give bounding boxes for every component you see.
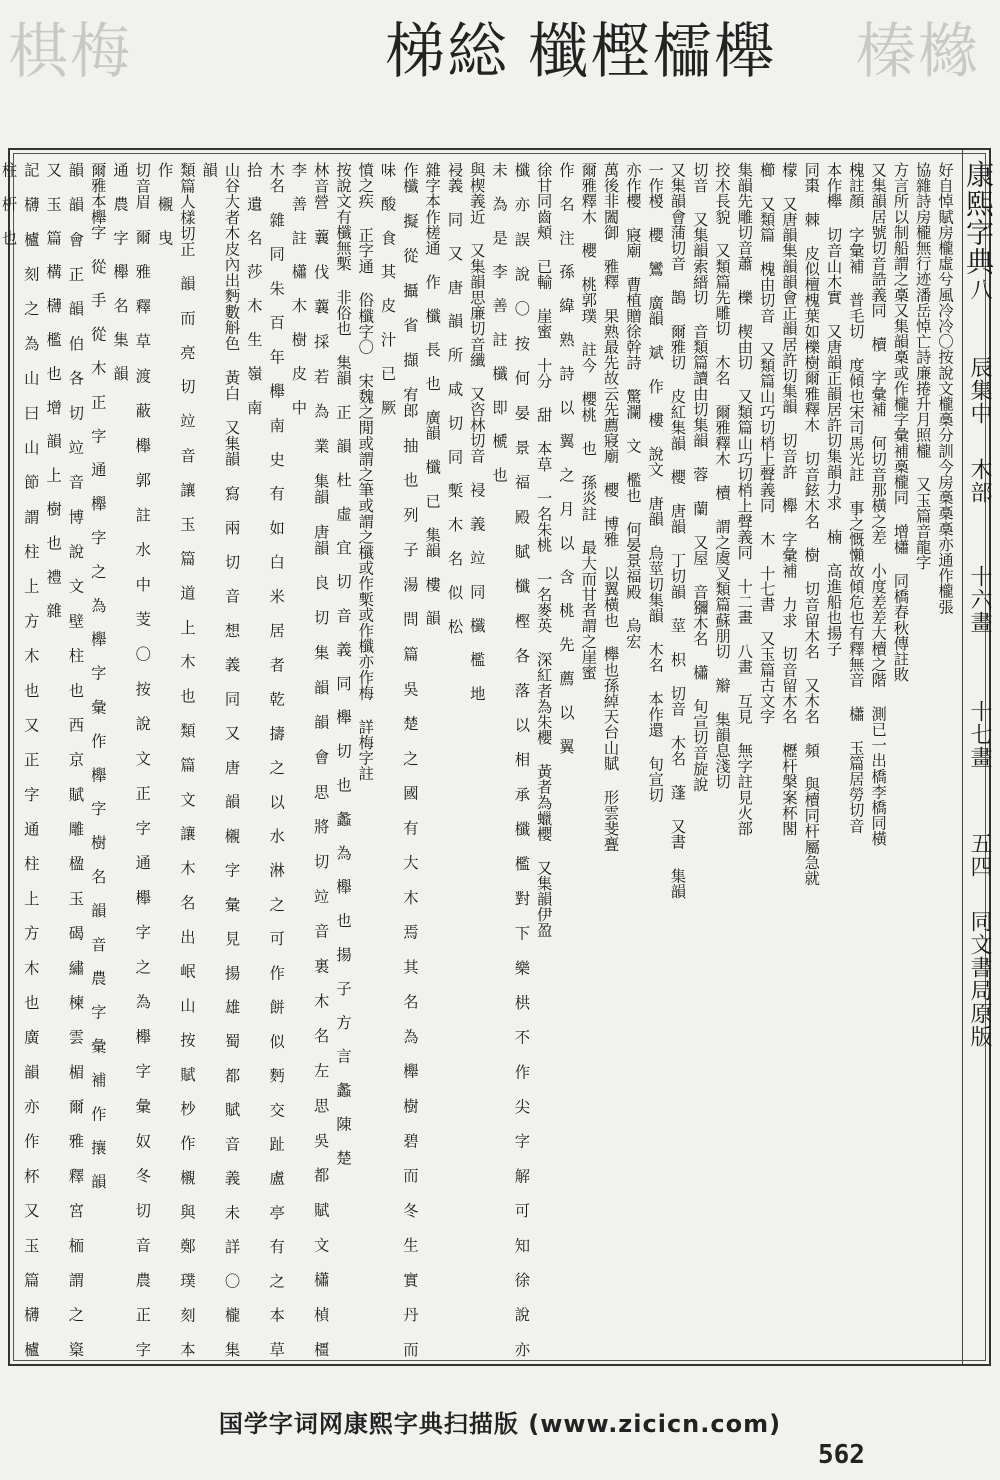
text-column: 類篇人樣切正 韻 而 亮 切 竝 音 讓 玉 篇 道 上 木 也 類 篇 文 讓 木 名 出 岷 山 按 賦 杪 作 櫬 與 鄭 璞 刻 本 作 櫬 曳 (155, 162, 196, 1357)
section-name: 辰集中 (967, 356, 992, 425)
seal-script-strip (0, 12, 1000, 102)
text-column: 櫛 又類篇 槐由切音 又類篇山巧切梢上聲義同 木 十七書 又玉篇古文字 (757, 162, 776, 725)
text-column: 檬 又唐韻集韻韻會正韻居許切集韻 切音許 櫸 字彙補 力求 切音留木名 櫪杆槃案杯閣 (779, 162, 798, 837)
folio-number: 五四 (967, 832, 992, 878)
text-column: 又集韻居號切音誥義同 櫝 字彙補 何切音那橫之差 小度差差大櫝之階 測已一出橋李橋同橫 (869, 162, 888, 847)
text-column: 切音眉 爾 雅 釋 草 渡 蔽 櫸 郭 註 水 中 芰 〇 按 說 文 正 字 通 櫸 字 之 為 櫸 字 彙 奴 冬 切 音 農 正 字 通 農 字 櫸 名 集 韻 (111, 162, 152, 1357)
page-number: 562 (818, 1440, 865, 1470)
text-column: 方言所以制船謂之槀又集韻槀或作櫳字彙補槀櫳同 增櫹 同橋春秋傳註敗 (891, 162, 910, 683)
text-column: 徐甘同齒頰 已輸 崖蜜 十分 甜 本草 一名朱桃 一名麥英 深紅者為朱櫻 黃者為蠟櫻 又集韻伊盈 (534, 162, 553, 938)
text-column: 櫼 亦 誤 說 〇 按 何 晏 景 福 殿 賦 櫼 樫 各 落 以 相 承 櫼 檻 對 下 樂 栱 不 作 尖 字 解 可 知 徐 說 亦 未 為 是 李 善 註 櫼 即 榹 也 (490, 162, 531, 1357)
text-column: 槐註顏 字彙補 普毛切 度傾也宋司馬光註 事之慨懶故傾危也有釋無音 櫹 玉篇居勞切音 (846, 162, 865, 834)
radical-name: 木部 (967, 458, 992, 504)
text-column: 山谷大者木皮內出麪數斛色 黃白 又集韻 寫 兩 切 音 想 義 同 又 唐 韻 櫬 字 彙 見 揚 雄 蜀 都 賦 音 義 未 詳 〇 櫳 集 韻 (200, 162, 241, 1357)
seal-group-right: 櫼樫櫺櫸 (528, 17, 776, 87)
dictionary-body (0, 162, 956, 1357)
text-column: 記 欂 櫨 刻 之 為 山 曰 山 節 謂 柱 上 方 木 也 又 正 字 通 柱 上 方 木 也 廣 韻 亦 作 杯 又 玉 篇 欂 櫨 柱 枅 也 (0, 162, 40, 1357)
edition-note: 同文書局原版 (967, 910, 992, 1048)
text-column: 挍木長貌 又類篇先雕切 木名 爾雅釋木 櫝 謂之虞叉類篇蘇朋切 辮 集韻息淺切 (713, 162, 732, 790)
stroke-count-a: 十六畫 (967, 565, 992, 634)
text-column: 本作櫸 切音山木實 又唐韻正韻居許切集韻力求 楠 高進船也揚子 (824, 162, 843, 657)
text-column: 雜字本作槎通 作 櫼 長 也 廣韻 櫼 已 集韻 樓 韻 (423, 162, 442, 626)
text-column: 萬後非闔御 雅釋 果熟最先故云先薦寢廟 櫻 博雅 以翼橫也 櫸也孫綽天台山賦 形雲斐亹 (601, 162, 620, 852)
text-column: 好自悼賦房櫳虛兮風冷冷〇按說文櫳槀分訓今房槀槀槀亦通作櫳張 (936, 162, 954, 615)
stroke-count-b: 十七畫 (967, 700, 992, 769)
text-column: 與楔義近 又集韻思廉切音纖 又咨林切音 祲 義 竝 同 櫼 檻 地 (467, 162, 486, 702)
seal-ghost-right: 榛櫞 (856, 17, 980, 87)
seal-group-left: 梯総 (385, 17, 509, 87)
text-column: 切音 又集韻索縉切 音類篇讀由切集韻 蓉 蘭 又屋 音獼木名 櫹 旬宣切音旋說 (690, 162, 709, 792)
volume-number: 八 (967, 278, 992, 301)
text-column: 祲義 同 又 唐 韻 所 咸 切 同 槧 木 名 似 松 (445, 162, 464, 634)
text-column: 集韻先雕切音蕭 櫟 楔由切 又類篇山巧切梢上聲義同 十二畫 八畫 互見 無字註見火部 (735, 162, 754, 837)
text-column: 一作椶 櫻 鸞 廣韻 斌 作 樓 說文 唐韻 烏莖切集韻 木名 本作還 旬宣切 (646, 162, 665, 803)
text-column: 作 名 注 孫 緯 熟 詩 以 翼 之 月 以 含 桃 先 薦 以 翼 (556, 162, 575, 754)
watermark-footer: 国学字词网康熙字典扫描版 (www.zicicn.com) (218, 1410, 782, 1438)
text-column: 又集韻會蒲切音 鵲 爾雅切 皮紅集韻 櫻 唐韻 丁切韻 莖 枳 切音 木名 蓬 又書 集韻 (668, 162, 687, 900)
seal-ghost-left: 棋梅 (8, 17, 132, 87)
text-column: 木名 雜 同 朱 百 年 櫸 南 史 有 如 白 米 居 者 乾 擣 之 以 水 淋 之 可 作 餅 似 麪 交 趾 盧 亭 有 之 本 草 拾 遺 名 莎 木 生 嶺 南 (244, 162, 286, 1357)
text-column: 按說文有櫼無槧 非俗也 集韻 正 韻 杜 虛 宜 切 音 義 同 櫸 切 也 蠡 為 櫸 也 揚 子 方 言 蠡 陳 楚 (333, 162, 352, 1166)
text-column: 亦作櫻 寢廟 曹植贈徐幹詩 驚瀾 文 檻也 何晏景福殿 烏宏 (623, 162, 642, 649)
text-column: 爾雅釋木 櫻 桃郭璞 註今 櫻桃 也 孫炎註 最大而甘者謂之崖蜜 (579, 162, 598, 681)
text-column: 協雜詩房櫳無行迹潘岳悼亡詩廉捲升月照櫳 又玉篇音龍字 (913, 162, 932, 571)
text-column: 爾雅本櫸字 從 手 從 木 正 字 通 櫸 字 之 為 櫸 字 彙 作 櫸 字 樹 名 韻 音 農 字 彙 補 作 攘 韻 (88, 162, 107, 1190)
text-column: 林音營 蘘 伐 蘘 採 若 為 業 集韻 唐韻 良 切 集 韻 韻 會 思 將 切 竝 音 裏 木 名 左 思 吳 都 賦 文 櫹 楨 橿 李 善 註 櫹 木 樹 皮 中 (289, 162, 330, 1357)
text-column: 作櫼 擬 從 攝 省 擷 宥郎 抽 也 列 子 湯 問 篇 吳 楚 之 國 有 大 木 焉 其 名 為 櫸 樹 碧 而 冬 生 實 丹 而 味 酸 食 其 皮 汁 已 厥 (378, 162, 419, 1357)
text-column: 韻 韻 會 正 韻 伯 各 切 竝 音 博 說 文 壁 柱 也 西 京 賦 雕 楹 玉 碣 繡 楝 雲 楣 爾 雅 釋 宮 栭 謂 之 楶 又 玉 篇 構 欂 檻 也 增 韻 上 樹 也 禮 雜 (44, 162, 85, 1357)
book-title: 康熙字典 (962, 160, 995, 276)
text-column: 同棗 棘 皮似檀槐葉如櫟樹爾雅釋木 切音鉉木名 樹 切音留木名 又木名 頻 與櫝同杆屬急就 (802, 162, 821, 886)
text-column: 憤之疾 正字通 俗櫼字〇 宋魏之閒或謂之筆或謂之櫼或作槧或作櫼亦作梅 詳梅字註 (356, 162, 375, 782)
